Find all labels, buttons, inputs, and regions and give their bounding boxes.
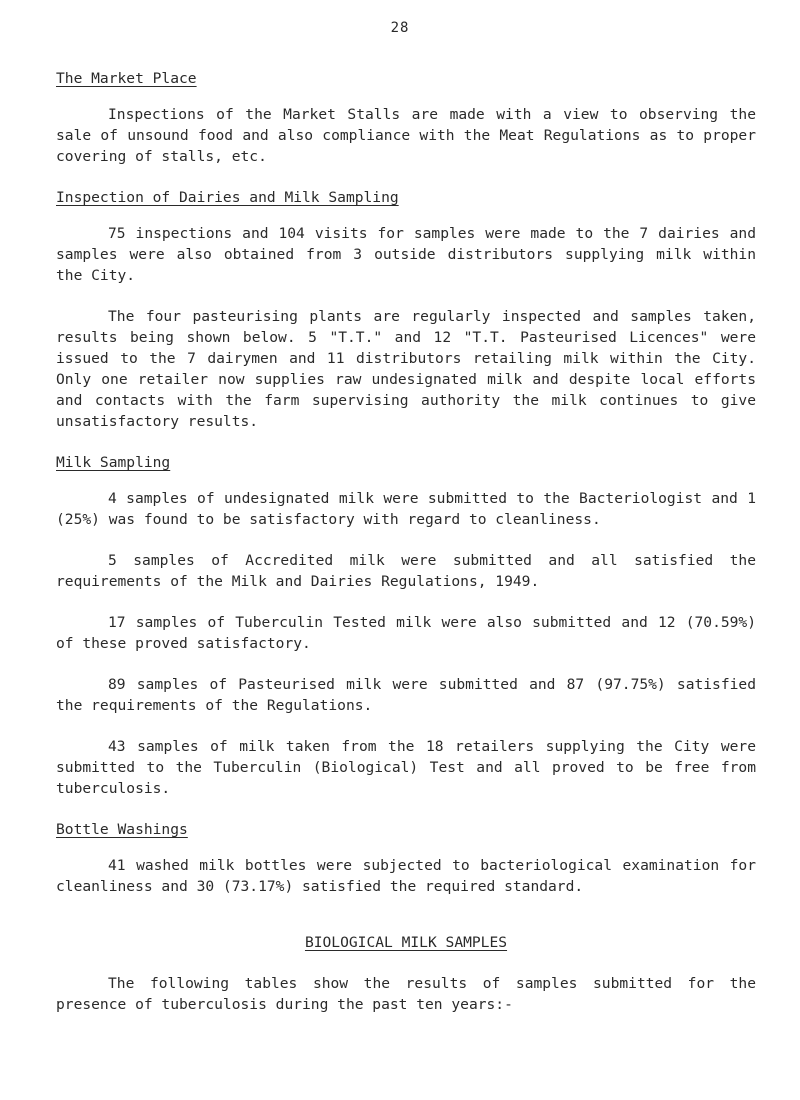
paragraph: 89 samples of Pasteurised milk were submitted and 87 (97.75%) satisfied the requirements of the Regulations. [56, 676, 756, 714]
paragraph: 5 samples of Accredited milk were submitted and all satisfied the requirements of the Milk and Dairies Regulations, 1949. [56, 552, 756, 590]
paragraph: 17 samples of Tuberculin Tested milk were also submitted and 12 (70.59%) of these proved satisfactory. [56, 614, 756, 652]
section-heading-market-place: The Market Place [56, 70, 197, 87]
section-heading-biological-milk-samples: BIOLOGICAL MILK SAMPLES [304, 934, 508, 951]
paragraph: 75 inspections and 104 visits for samples were made to the 7 dairies and samples were also obtained from 3 outside distributors supplying milk within the City. [56, 225, 756, 284]
paragraph: Inspections of the Market Stalls are made with a view to observing the sale of unsound food and also compliance with the Meat Regulations as to proper covering of stalls, etc. [56, 106, 756, 165]
document-body [56, 68, 756, 1015]
section-heading-milk-sampling: Milk Sampling [56, 454, 171, 471]
paragraph: The four pasteurising plants are regularly inspected and samples taken, results being shown below. 5 "T.T." and 12 "T.T. Pasteurised Licences" were issued to the 7 dairymen and 11 distributors retailing milk within the City. Only one retailer now supplies raw undesignated milk and despite local efforts and contacts with the farm supervising authority the milk continues to give unsatisfactory results. [56, 308, 756, 430]
section-heading-bottle-washings: Bottle Washings [56, 821, 188, 838]
paragraph: 43 samples of milk taken from the 18 retailers supplying the City were submitted to the Tuberculin (Biological) Test and all proved to be free from tuberculosis. [56, 738, 756, 797]
section-heading-dairies: Inspection of Dairies and Milk Sampling [56, 189, 399, 206]
page-number: 28 [390, 20, 410, 36]
paragraph: The following tables show the results of samples submitted for the presence of tuberculosis during the past ten years:- [56, 975, 756, 1013]
paragraph: 4 samples of undesignated milk were submitted to the Bacteriologist and 1 (25%) was found to be satisfactory with regard to cleanliness. [56, 490, 756, 528]
paragraph: 41 washed milk bottles were subjected to bacteriological examination for cleanliness and 30 (73.17%) satisfied the required standard. [56, 857, 756, 895]
